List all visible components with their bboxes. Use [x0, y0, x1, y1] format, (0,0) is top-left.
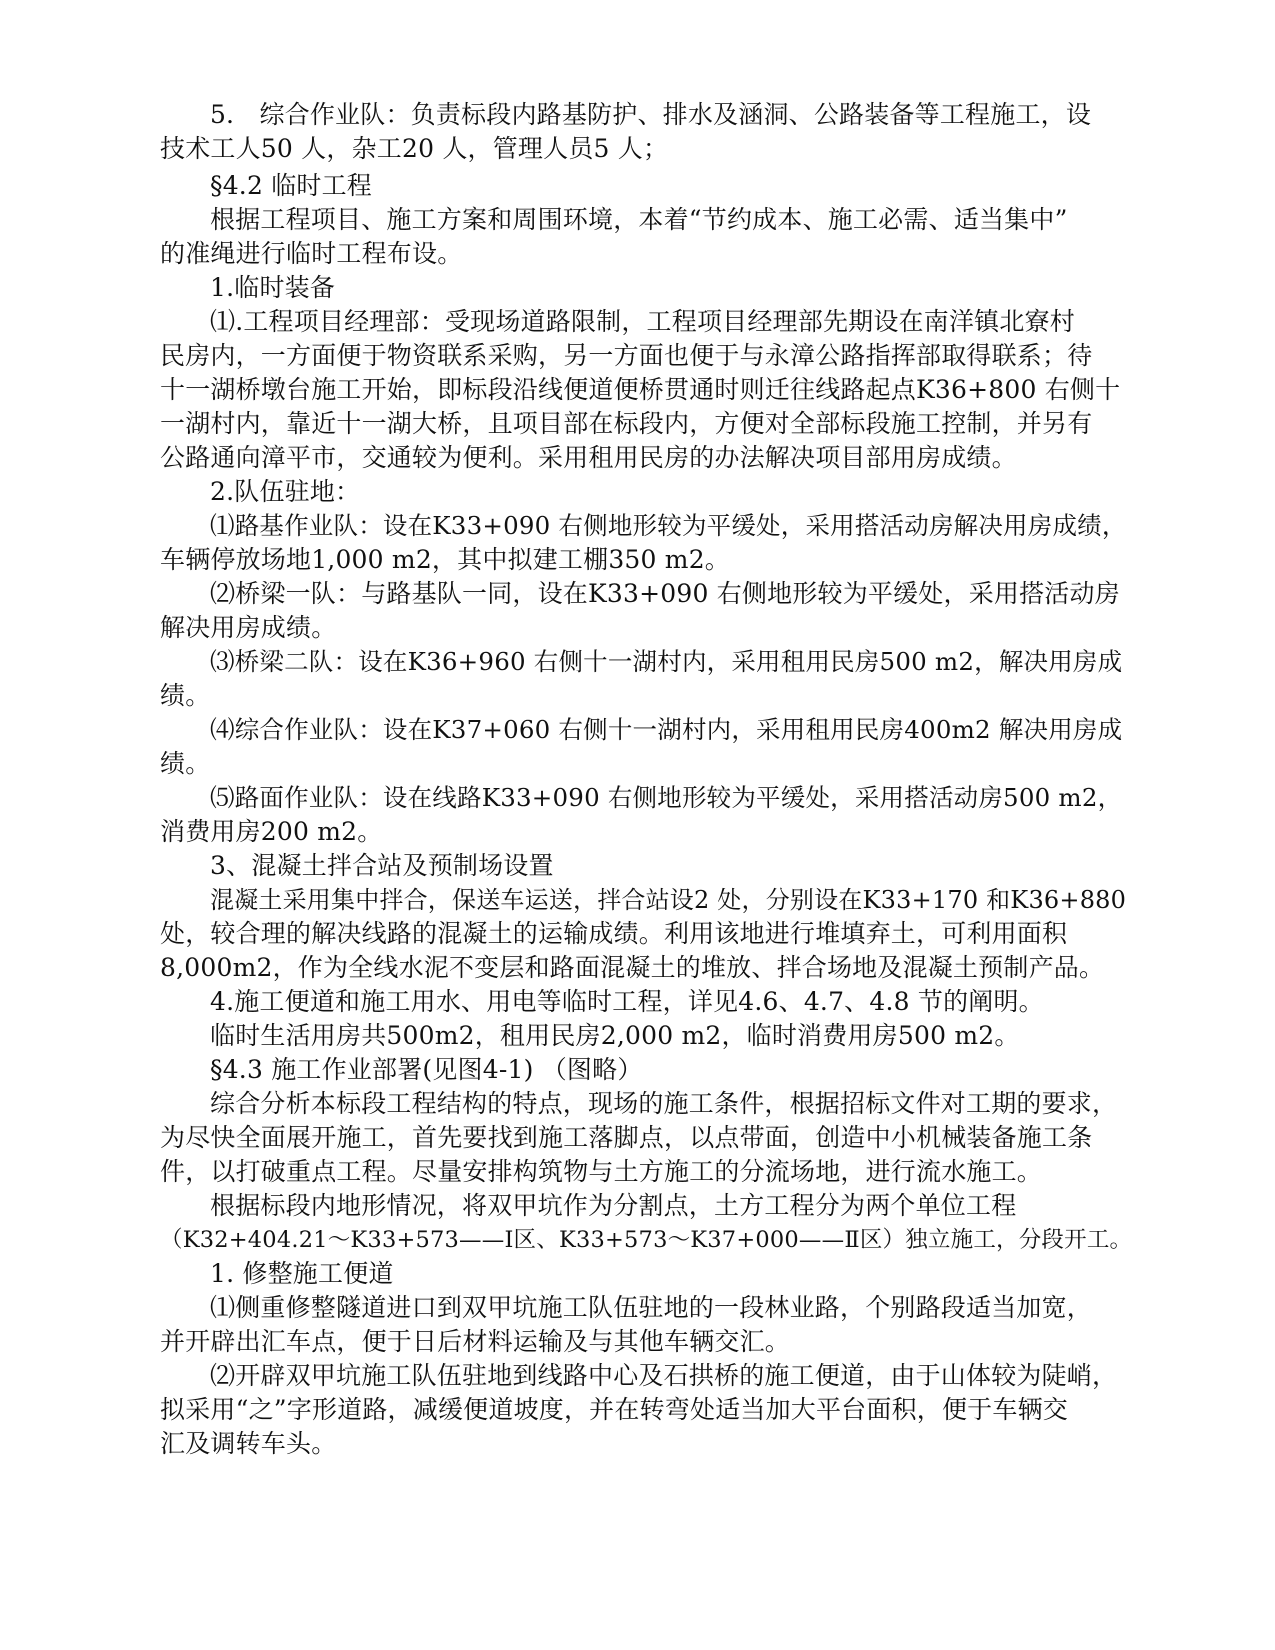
- subheading: 1.临时装备: [210, 273, 336, 302]
- paragraph-line: ⑵开辟双甲坑施工队伍驻地到线路中心及石拱桥的施工便道，由于山体较为陡峭，: [210, 1361, 1118, 1390]
- subheading: 1. 修整施工便道: [210, 1259, 394, 1288]
- paragraph-line: ⑶桥梁二队：设在K36+960 右侧十一湖村内，采用租用民房500 m2，解决用房成: [210, 647, 1123, 676]
- paragraph-line: 5． 综合作业队：负责标段内路基防护、排水及涵洞、公路装备等工程施工，设: [210, 100, 1092, 129]
- paragraph-line: 并开辟出汇车点，便于日后材料运输及与其他车辆交汇。: [160, 1327, 791, 1356]
- paragraph-line: 车辆停放场地1,000 m2，其中拟建工棚350 m2。: [160, 545, 731, 574]
- paragraph-line: 综合分析本标段工程结构的特点，现场的施工条件，根据招标文件对工期的要求，: [210, 1089, 1118, 1118]
- paragraph-line: 绩。: [160, 749, 211, 778]
- paragraph-line: 解决用房成绩。: [160, 613, 337, 642]
- paragraph-line: ⑴.工程项目经理部：受现场道路限制，工程项目经理部先期设在南洋镇北寮村: [210, 307, 1075, 336]
- paragraph-line: 处，较合理的解决线路的混凝土的运输成绩。利用该地进行堆填弃土，可利用面积: [160, 919, 1068, 948]
- paragraph-line: 根据标段内地形情况，将双甲坑作为分割点，土方工程分为两个单位工程: [210, 1191, 1017, 1220]
- paragraph-line: ⑸路面作业队：设在线路K33+090 右侧地形较为平缓处，采用搭活动房500 m2，: [210, 783, 1123, 812]
- section-heading: §4.3 施工作业部署(见图4-1) （图略）: [210, 1055, 643, 1084]
- paragraph-line: 临时生活用房共500m2，租用民房2,000 m2，临时消费用房500 m2。: [210, 1021, 1020, 1050]
- paragraph-line: 一湖村内，靠近十一湖大桥，且项目部在标段内，方便对全部标段施工控制，并另有: [160, 409, 1093, 438]
- paragraph-line: 技术工人50 人，杂工20 人，管理人员5 人；: [160, 134, 669, 163]
- paragraph-line: 根据工程项目、施工方案和周围环境，本着“节约成本、施工必需、适当集中”: [210, 205, 1068, 234]
- paragraph-line: ⑴路基作业队：设在K33+090 右侧地形较为平缓处，采用搭活动房解决用房成绩，: [210, 511, 1127, 540]
- paragraph-line: （K32+404.21～K33+573——Ⅰ区、K33+573～K37+000——Ⅱ区）独立施工，分段开工。: [160, 1227, 1133, 1253]
- paragraph-line: 十一湖桥墩台施工开始，即标段沿线便道便桥贯通时则迁往线路起点K36+800 右侧十: [160, 375, 1121, 404]
- paragraph-line: 混凝土采用集中拌合，保送车运送，拌合站设2 处，分别设在K33+170 和K36+880: [210, 886, 1127, 914]
- paragraph-line: 拟采用“之”字形道路，减缓便道坡度，并在转弯处适当加大平台面积，便于车辆交: [160, 1395, 1068, 1424]
- paragraph-line: 民房内，一方面便于物资联系采购，另一方面也便于与永漳公路指挥部取得联系；待: [160, 341, 1093, 370]
- paragraph-line: 8,000m2，作为全线水泥不变层和路面混凝土的堆放、拌合场地及混凝土预制产品。: [160, 953, 1105, 982]
- paragraph-line: 公路通向漳平市，交通较为便利。采用租用民房的办法解决项目部用房成绩。: [160, 443, 1017, 472]
- paragraph-line: ⑷综合作业队：设在K37+060 右侧十一湖村内，采用租用民房400m2 解决用房成: [210, 715, 1123, 744]
- paragraph-line: ⑴侧重修整隧道进口到双甲坑施工队伍驻地的一段林业路，个别路段适当加宽，: [210, 1293, 1093, 1322]
- paragraph-line: 件，以打破重点工程。尽量安排构筑物与土方施工的分流场地，进行流水施工。: [160, 1157, 1043, 1186]
- paragraph-line: 消费用房200 m2。: [160, 817, 383, 846]
- subheading: 2.队伍驻地：: [210, 477, 361, 506]
- paragraph-line: 为尽快全面展开施工，首先要找到施工落脚点，以点带面，创造中小机械装备施工条: [160, 1123, 1093, 1152]
- paragraph-line: 的准绳进行临时工程布设。: [160, 239, 463, 268]
- paragraph-line: 汇及调转车头。: [160, 1429, 337, 1458]
- section-heading: §4.2 临时工程: [210, 171, 373, 200]
- paragraph-line: 绩。: [160, 681, 211, 710]
- paragraph-line: 4.施工便道和施工用水、用电等临时工程，详见4.6、4.7、4.8 节的阐明。: [210, 987, 1044, 1016]
- paragraph-line: ⑵桥梁一队：与路基队一同，设在K33+090 右侧地形较为平缓处，采用搭活动房: [210, 579, 1120, 608]
- subheading: 3、混凝土拌合站及预制场设置: [210, 851, 554, 880]
